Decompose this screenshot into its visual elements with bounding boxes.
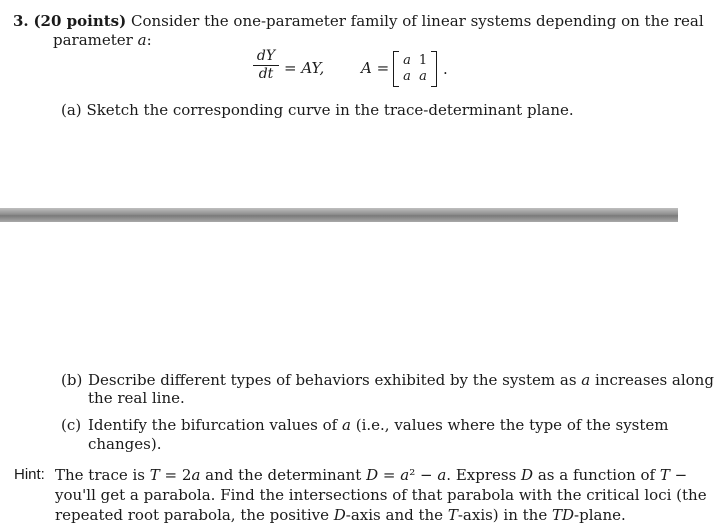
- hint-label: Hint:: [14, 466, 45, 483]
- part-b-line2: the real line.: [88, 389, 185, 407]
- part-c-line2: changes).: [88, 435, 162, 453]
- matrix-cell: a: [403, 53, 411, 68]
- part-b-line1: Describe different types of behaviors exhibited by the system as a increases along: [88, 371, 714, 389]
- fraction-numerator: dY: [256, 48, 276, 64]
- hint-line3: repeated root parabola, the positive D-axis and the T-axis) in the TD-plane.: [55, 506, 626, 524]
- part-a-text: Sketch the corresponding curve in the trace-determinant plane.: [86, 101, 574, 119]
- matrix-lhs: A =: [361, 59, 390, 77]
- part-a: [61, 101, 574, 119]
- problem-number: 3.: [13, 12, 29, 30]
- part-a-label: (a): [61, 101, 82, 119]
- page-divider: [0, 208, 678, 222]
- matrix-cell: a: [419, 69, 427, 84]
- problem-intro-line1: Consider the one-parameter family of linear systems depending on the real: [131, 12, 704, 30]
- matrix-right-bracket: [431, 51, 437, 87]
- matrix-cell: a: [403, 69, 411, 84]
- part-b-label: (b): [61, 371, 83, 389]
- part-c-line1: Identify the bifurcation values of a (i.e., values where the type of the system: [88, 416, 669, 434]
- hint-line1: The trace is T = 2a and the determinant D = a² − a. Express D as a function of T −: [55, 466, 688, 484]
- matrix-cells: [399, 53, 431, 85]
- equation-rhs: = AY,: [284, 59, 325, 77]
- fraction-denominator: dt: [258, 66, 274, 82]
- problem-intro-line2: parameter a:: [53, 31, 152, 49]
- hint-line2: you'll get a parabola. Find the intersections of that parabola with the critical loci (the: [55, 486, 707, 504]
- equation-period: .: [443, 60, 448, 78]
- param-a: a: [137, 31, 147, 49]
- matrix-cell: 1: [418, 53, 428, 68]
- problem-header: [13, 12, 704, 30]
- derivative-fraction: [253, 49, 279, 82]
- matrix-A: [393, 51, 437, 87]
- problem-points: (20 points): [33, 12, 127, 30]
- part-c-label: (c): [61, 416, 82, 434]
